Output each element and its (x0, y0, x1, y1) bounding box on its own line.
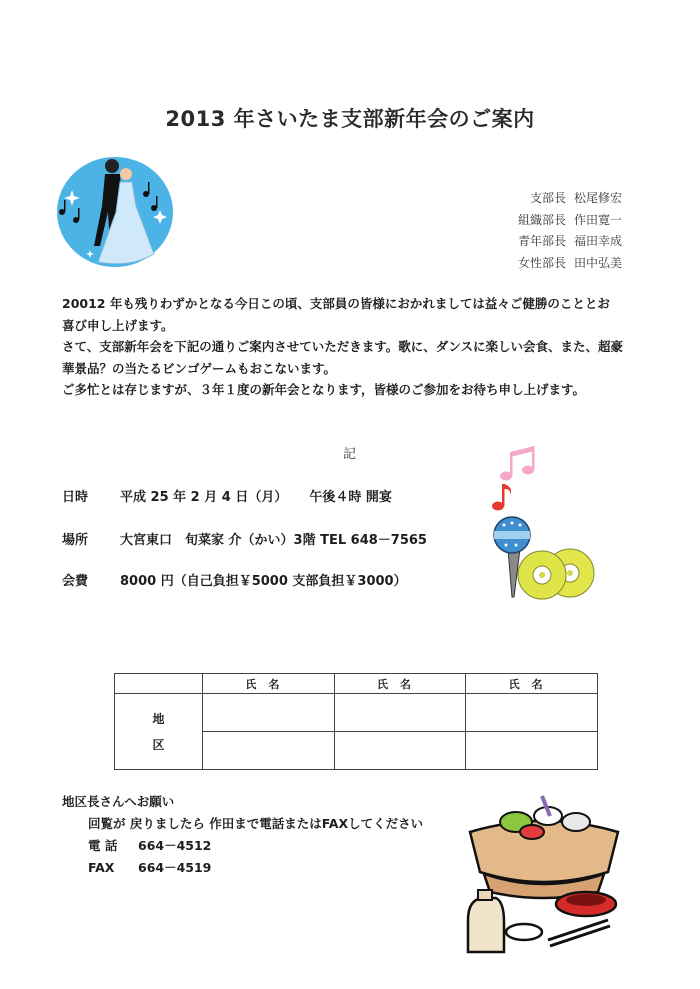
fax-value: 664－4519 (138, 860, 212, 875)
name-column-header: 氏名 (203, 674, 335, 694)
officer-name: 田中弘美 (574, 255, 623, 270)
officer-row (510, 210, 680, 232)
name-column-header: 氏名 (334, 674, 466, 694)
fee-value: 8000 円（自己負担￥5000 支部負担￥3000） (120, 574, 407, 589)
officer-role: 青年部長 (517, 234, 566, 248)
attendee-table (114, 673, 598, 770)
dancing-couple-icon (50, 150, 180, 280)
name-entry-cell[interactable] (334, 694, 466, 732)
name-entry-cell[interactable] (334, 732, 466, 770)
hotpot-meal-icon (458, 792, 628, 962)
officer-name: 作田寛一 (574, 212, 623, 227)
name-entry-cell[interactable] (203, 694, 335, 732)
page-title: 2013 年さいたま支部新年会のご案内 (165, 107, 535, 131)
intro-line: 華景品？の当たるビンゴゲームもおこないます。 (62, 360, 337, 376)
place-label: 場所 (62, 533, 89, 548)
intro-line: 喜び申し上げます。 (62, 317, 174, 333)
officer-row (510, 188, 680, 210)
name-entry-cell[interactable] (203, 732, 335, 770)
name-entry-cell[interactable] (466, 694, 598, 732)
music-notes-icon (488, 442, 548, 514)
table-row (115, 694, 598, 732)
area-label-cell (115, 694, 203, 770)
fax-label: FAX (88, 860, 115, 875)
date-label: 日時 (62, 490, 89, 505)
fax-row (62, 857, 423, 879)
place-value: 大宮東口 旬菜家 介（かい）3階 TEL 648－7565 (120, 533, 427, 548)
intro-line: さて、支部新年会を下記の通りご案内させていただきます。歌に、ダンスに楽しい会食、また、超豪 (62, 339, 624, 354)
officer-row (510, 231, 680, 253)
request-heading: 地区長さんへお願い (62, 794, 175, 809)
officer-role: 女性部長 (517, 255, 566, 270)
request-instruction: 回覧が 戻りましたら 作田まで電話またはFAXしてください (88, 816, 424, 831)
area-label-char: 地 (152, 711, 165, 726)
time-value: 午後４時 開宴 (309, 490, 392, 505)
request-section (62, 791, 423, 879)
name-column-header: 氏名 (466, 674, 598, 694)
officer-role: 組織部長 (517, 212, 566, 227)
intro-line: 20012 年も残りわずかとなる今日この頃、支部員の皆様におかれましては益々ご健勝のこととお (62, 296, 610, 311)
table-corner-cell (115, 674, 203, 694)
phone-value: 664－4512 (138, 838, 212, 853)
officer-role: 支部長 (529, 191, 566, 205)
intro-paragraph (62, 293, 642, 401)
name-entry-cell[interactable] (466, 732, 598, 770)
fee-row (62, 570, 407, 589)
officer-list (510, 188, 680, 274)
phone-label: 電 話 (88, 838, 118, 853)
officer-name: 松尾修宏 (574, 191, 623, 205)
microphone-cd-icon (484, 515, 609, 605)
date-value: 平成 25 年 2 月 4 日（月） (120, 490, 288, 505)
phone-row (62, 835, 423, 857)
table-header-row (115, 674, 598, 694)
officer-row (510, 253, 680, 275)
intro-line: ご多忙とは存じますが、３年１度の新年会となります，皆様のご参加をお待ち申し上げます。 (62, 382, 586, 397)
place-row (62, 529, 427, 548)
officer-name: 福田幸成 (574, 234, 623, 248)
area-label-char: 区 (152, 737, 165, 752)
date-row (62, 486, 392, 505)
fee-label: 会費 (62, 574, 89, 589)
ki-heading: 記 (343, 447, 357, 462)
